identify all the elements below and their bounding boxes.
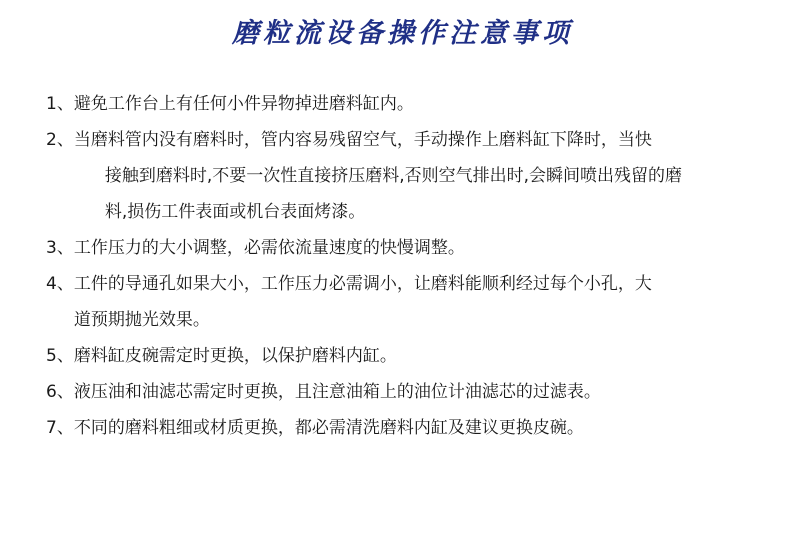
item-text <box>74 374 776 410</box>
item-line: 工作压力的大小调整，必需依流量速度的快慢调整。 <box>73 238 465 258</box>
item-number: 7、 <box>46 418 74 438</box>
item-line: 道预期抛光效果。 <box>73 310 210 330</box>
item-text <box>74 266 776 338</box>
item-text <box>74 86 776 122</box>
item-number: 6、 <box>46 382 74 402</box>
item-text <box>74 338 776 374</box>
item-number: 2、 <box>46 130 74 150</box>
list-item-2 <box>46 122 776 230</box>
list-item-6 <box>46 374 776 410</box>
page-title: 磨粒流设备操作注意事项 <box>232 18 573 49</box>
item-line: 液压油和油滤芯需定时更换，且注意油箱上的油位计油滤芯的过滤表。 <box>73 382 601 402</box>
item-number: 1、 <box>46 94 74 114</box>
item-number: 3、 <box>46 238 74 258</box>
item-line: 不同的磨料粗细或材质更换，都必需清洗磨料内缸及建议更换皮碗。 <box>73 418 584 438</box>
list-item-4 <box>46 266 776 338</box>
item-line: 避免工作台上有任何小件异物掉进磨料缸内。 <box>73 94 414 114</box>
item-text <box>74 122 776 230</box>
item-number: 5、 <box>46 346 74 366</box>
instruction-list <box>46 86 776 446</box>
item-text <box>74 230 776 266</box>
list-item-3 <box>46 230 776 266</box>
item-number: 4、 <box>46 274 74 294</box>
item-line: 磨料缸皮碗需定时更换，以保护磨料内缸。 <box>73 346 397 366</box>
item-line: 接触到磨料时,不要一次性直接挤压磨料,否则空气排出时,会瞬间喷出残留的磨 <box>104 166 683 186</box>
item-text <box>74 410 776 446</box>
item-line: 料,损伤工件表面或机台表面烤漆。 <box>104 202 366 222</box>
item-line: 当磨料管内没有磨料时，管内容易残留空气，手动操作上磨料缸下降时，当快 <box>73 130 652 150</box>
list-item-1 <box>46 86 776 122</box>
item-line: 工件的导通孔如果大小，工作压力必需调小，让磨料能顺利经过每个小孔，大 <box>73 274 652 294</box>
list-item-5 <box>46 338 776 374</box>
list-item-7 <box>46 410 776 446</box>
